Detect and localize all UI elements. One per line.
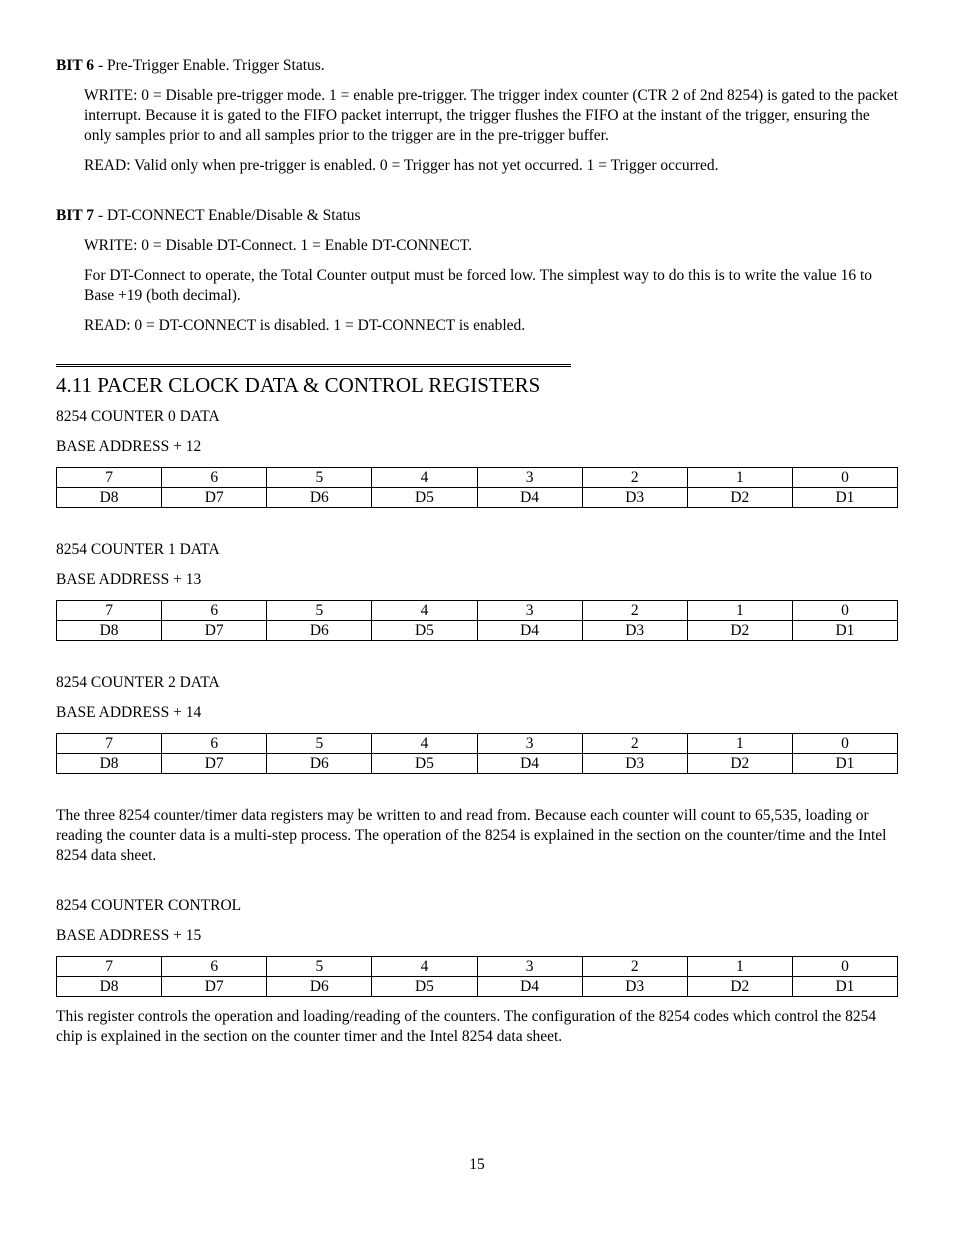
- bit-cell: 5: [267, 468, 372, 488]
- bit6-title: - Pre-Trigger Enable. Trigger Status.: [94, 57, 325, 74]
- bit7-read-text: READ: 0 = DT-CONNECT is disabled. 1 = DT-CONNECT is enabled.: [84, 317, 526, 334]
- bit-number-row: [57, 734, 898, 754]
- data-cell: D6: [267, 977, 372, 997]
- data-row: [57, 977, 898, 997]
- data-cell: D5: [372, 977, 477, 997]
- bit-cell: 3: [477, 734, 582, 754]
- bit7-note-text: For DT-Connect to operate, the Total Counter output must be forced low. The simplest way to do this is to write the value 16 to Base +19 (both decimal).: [84, 267, 872, 304]
- data-cell: D8: [57, 621, 162, 641]
- register-address: BASE ADDRESS + 13: [56, 571, 202, 588]
- bit-cell: 1: [687, 468, 792, 488]
- data-cell: D8: [57, 977, 162, 997]
- section-divider: [56, 364, 571, 367]
- data-cell: D3: [582, 754, 687, 774]
- control-description: This register controls the operation and loading/reading of the counters. The configuration of the 8254 codes which control the 8254 chip is explained in the section on the counter timer and the Intel 8254 data sheet.: [56, 1008, 877, 1045]
- bit-number-row: [57, 468, 898, 488]
- register-address: BASE ADDRESS + 14: [56, 704, 202, 721]
- document-page: [56, 56, 898, 1057]
- bit-cell: 0: [792, 468, 897, 488]
- data-cell: D2: [687, 754, 792, 774]
- data-cell: D5: [372, 488, 477, 508]
- bit6-read-text: READ: Valid only when pre-trigger is enabled. 0 = Trigger has not yet occurred. 1 = Trigger occurred.: [84, 157, 719, 174]
- bit-cell: 7: [57, 468, 162, 488]
- bit-cell: 4: [372, 734, 477, 754]
- bit-cell: 7: [57, 734, 162, 754]
- register-table-counter1: [56, 600, 898, 641]
- bit-number-row: [57, 601, 898, 621]
- data-cell: D3: [582, 488, 687, 508]
- bit-cell: 2: [582, 601, 687, 621]
- bit-cell: 3: [477, 601, 582, 621]
- bit-cell: 4: [372, 601, 477, 621]
- data-cell: D4: [477, 977, 582, 997]
- data-cell: D3: [582, 977, 687, 997]
- bit7-write-text: WRITE: 0 = Disable DT-Connect. 1 = Enable DT-CONNECT.: [84, 237, 472, 254]
- bit7-title: - DT-CONNECT Enable/Disable & Status: [94, 207, 361, 224]
- bit-cell: 1: [687, 734, 792, 754]
- bit-cell: 4: [372, 957, 477, 977]
- data-row: [57, 488, 898, 508]
- bit-cell: 1: [687, 957, 792, 977]
- bit-cell: 0: [792, 957, 897, 977]
- bit6-write-text: WRITE: 0 = Disable pre-trigger mode. 1 = enable pre-trigger. The trigger index counter (CTR 2 of 2nd 8254) is gated to the packet interrupt. Because it is gated to the FIFO packet interrupt, the trigger flushes the FIFO at the instant of the trigger, ensuring the only samples prior to and all samples prior to the trigger are in the pre-trigger buffer.: [84, 87, 898, 144]
- bit-cell: 7: [57, 601, 162, 621]
- bit-cell: 4: [372, 468, 477, 488]
- register-table-counter2: [56, 733, 898, 774]
- register-name: 8254 COUNTER 1 DATA: [56, 541, 220, 558]
- bit-cell: 6: [162, 468, 267, 488]
- bit-cell: 6: [162, 734, 267, 754]
- bit-cell: 6: [162, 601, 267, 621]
- data-cell: D7: [162, 621, 267, 641]
- data-cell: D1: [792, 488, 897, 508]
- data-cell: D1: [792, 977, 897, 997]
- data-cell: D7: [162, 754, 267, 774]
- register-address: BASE ADDRESS + 12: [56, 438, 202, 455]
- data-cell: D4: [477, 621, 582, 641]
- bit-cell: 2: [582, 468, 687, 488]
- bit-cell: 3: [477, 468, 582, 488]
- data-cell: D8: [57, 488, 162, 508]
- bit-cell: 5: [267, 957, 372, 977]
- bit-cell: 1: [687, 601, 792, 621]
- data-cell: D3: [582, 621, 687, 641]
- data-cell: D6: [267, 754, 372, 774]
- bit-cell: 0: [792, 734, 897, 754]
- section-title: 4.11 PACER CLOCK DATA & CONTROL REGISTERS: [56, 373, 541, 397]
- data-cell: D1: [792, 621, 897, 641]
- bit6-heading: [56, 56, 898, 76]
- register-name: 8254 COUNTER 2 DATA: [56, 674, 220, 691]
- data-cell: D8: [57, 754, 162, 774]
- bit-number-row: [57, 957, 898, 977]
- data-cell: D2: [687, 977, 792, 997]
- bit-cell: 0: [792, 601, 897, 621]
- data-row: [57, 621, 898, 641]
- bit-cell: 5: [267, 734, 372, 754]
- data-cell: D5: [372, 754, 477, 774]
- bit-cell: 7: [57, 957, 162, 977]
- bit7-heading: [56, 206, 898, 226]
- data-cell: D2: [687, 621, 792, 641]
- data-cell: D4: [477, 754, 582, 774]
- data-cell: D2: [687, 488, 792, 508]
- data-row: [57, 754, 898, 774]
- bit-cell: 5: [267, 601, 372, 621]
- bit-cell: 2: [582, 957, 687, 977]
- register-table-counter0: [56, 467, 898, 508]
- register-table-control: [56, 956, 898, 997]
- data-cell: D4: [477, 488, 582, 508]
- bit7-label: BIT 7: [56, 207, 95, 224]
- bit-cell: 2: [582, 734, 687, 754]
- data-cell: D5: [372, 621, 477, 641]
- page-number: 15: [469, 1156, 485, 1173]
- data-cell: D7: [162, 977, 267, 997]
- register-name: 8254 COUNTER CONTROL: [56, 897, 242, 914]
- data-cell: D7: [162, 488, 267, 508]
- data-cell: D6: [267, 488, 372, 508]
- data-cell: D1: [792, 754, 897, 774]
- bit-cell: 6: [162, 957, 267, 977]
- register-address: BASE ADDRESS + 15: [56, 927, 202, 944]
- register-name: 8254 COUNTER 0 DATA: [56, 408, 220, 425]
- data-cell: D6: [267, 621, 372, 641]
- bit6-label: BIT 6: [56, 57, 95, 74]
- counters-description: The three 8254 counter/timer data registers may be written to and read from. Because each counter will count to 65,535, loading or reading the counter data is a multi-step process. The operation of the 8254 is explained in the section on the counter/time and the Intel 8254 data sheet.: [56, 807, 887, 864]
- bit-cell: 3: [477, 957, 582, 977]
